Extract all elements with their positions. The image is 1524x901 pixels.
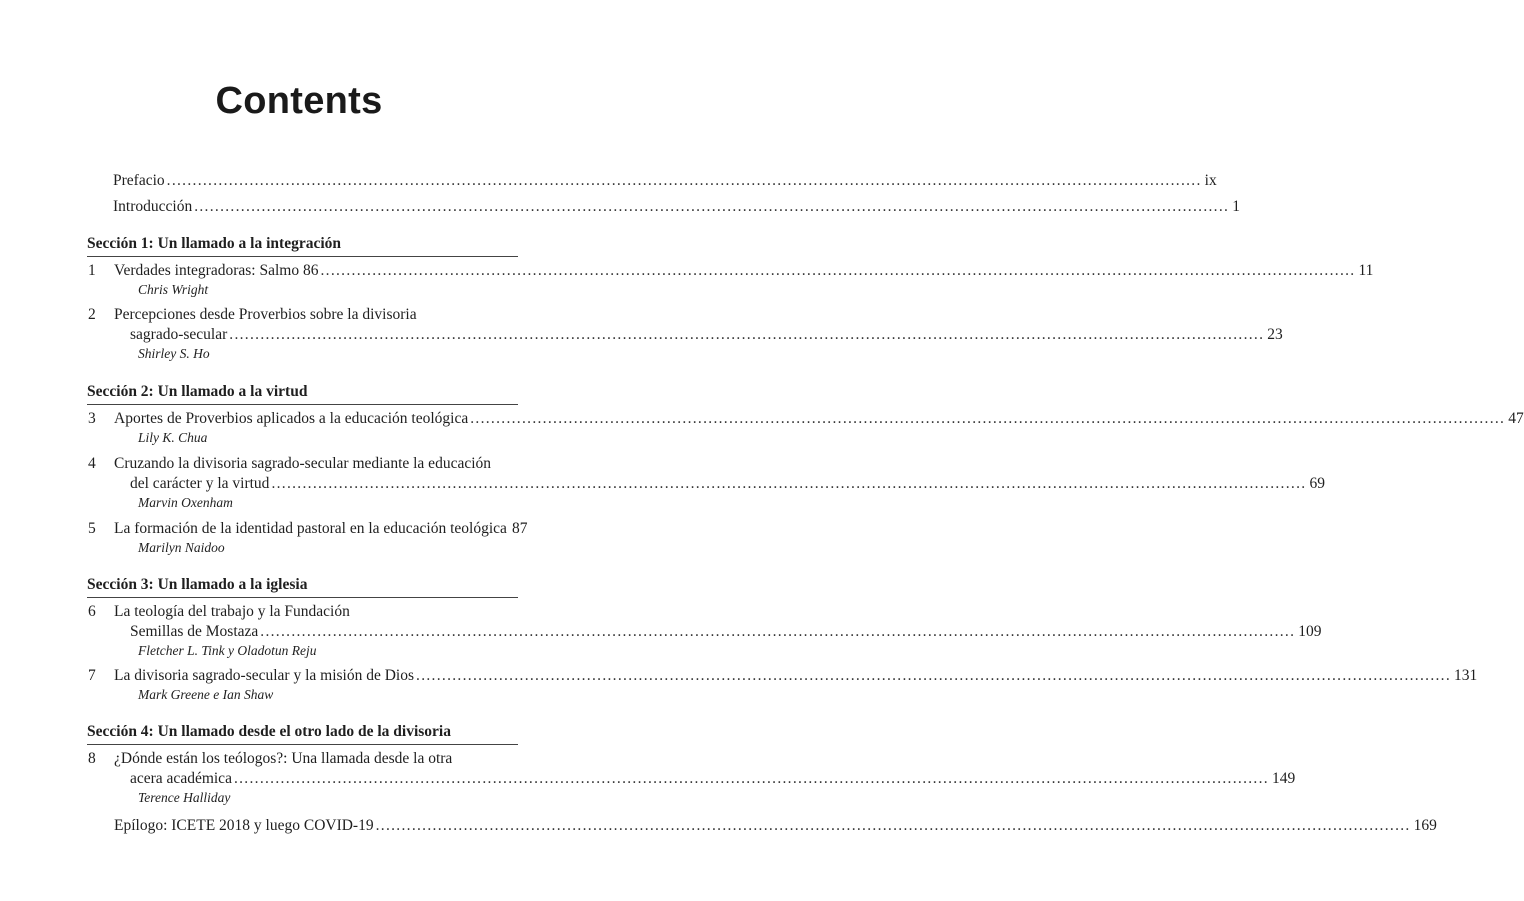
chapter-author: Lily K. Chua [138, 430, 208, 445]
toc-entry-chapter[interactable] [130, 623, 1322, 641]
dot-leader: ........................................................................................................................................................................................................ [416, 667, 1452, 684]
entry-page: 47 [1508, 410, 1524, 427]
entry-page: 23 [1267, 326, 1283, 343]
entry-page: 1 [1232, 198, 1240, 215]
chapter-author: Marvin Oxenham [138, 495, 233, 510]
chapter-author: Fletcher L. Tink y Oladotun Reju [138, 643, 317, 658]
toc-entry-chapter[interactable] [114, 520, 528, 538]
chapter-number: 8 [88, 750, 96, 767]
dot-leader: ........................................................................................................................................................................................................ [260, 623, 1296, 640]
chapter-number: 5 [88, 520, 96, 537]
dot-leader: ........................................................................................................................................................................................................ [470, 410, 1506, 427]
entry-title-line1: La teología del trabajo y la Fundación [114, 603, 350, 620]
dot-leader: ........................................................................................................................................................................................................ [194, 198, 1230, 215]
dot-leader: ........................................................................................................................................................................................................ [233, 770, 1269, 787]
entry-title: acera académica [130, 770, 232, 787]
section-heading: Sección 4: Un llamado desde el otro lado de la divisoria [87, 723, 451, 740]
entry-title-line1: Percepciones desde Proverbios sobre la divisoria [114, 306, 417, 323]
entry-title: sagrado-secular [130, 326, 228, 343]
dot-leader: ........................................................................................................................................................................................................ [375, 817, 1411, 834]
entry-page: 69 [1309, 475, 1325, 492]
entry-title: La formación de la identidad pastoral en la educación teológica [114, 520, 507, 537]
chapter-number: 1 [88, 262, 96, 279]
entry-page: 87 [511, 520, 528, 537]
chapter-author: Shirley S. Ho [138, 346, 210, 361]
section-rule [87, 597, 518, 598]
entry-title: del carácter y la virtud [130, 475, 270, 492]
entry-title: Verdades integradoras: Salmo 86 [114, 262, 319, 279]
chapter-number: 6 [88, 603, 96, 620]
entry-page: 109 [1298, 623, 1322, 640]
chapter-number: 2 [88, 306, 96, 323]
entry-title: La divisoria sagrado-secular y la misión de Dios [114, 667, 415, 684]
chapter-author: Chris Wright [138, 282, 209, 297]
section-rule [87, 744, 518, 745]
entry-title: Introducción [113, 198, 193, 215]
toc-entry-chapter[interactable] [114, 262, 1374, 280]
chapter-number: 7 [88, 667, 96, 684]
entry-title: Epílogo: ICETE 2018 y luego COVID-19 [114, 817, 374, 834]
page-title: Contents [215, 80, 383, 122]
entry-page: 11 [1358, 262, 1374, 279]
entry-page: 169 [1413, 817, 1437, 834]
section-heading: Sección 3: Un llamado a la iglesia [87, 576, 308, 593]
toc-entry-epilogue[interactable] [114, 817, 1437, 835]
section-heading: Sección 1: Un llamado a la integración [87, 235, 342, 252]
toc-entry-preface[interactable] [113, 172, 1217, 190]
section-heading: Sección 2: Un llamado a la virtud [87, 383, 308, 400]
toc-entry-chapter[interactable] [130, 475, 1325, 493]
section-rule [87, 404, 518, 405]
entry-page: ix [1204, 172, 1217, 189]
dot-leader: ........................................................................................................................................................................................................ [271, 475, 1307, 492]
entry-title-line1: Cruzando la divisoria sagrado-secular mediante la educación [114, 455, 492, 472]
dot-leader: ........................................................................................................................................................................................................ [229, 326, 1265, 343]
chapter-author: Marilyn Naidoo [138, 540, 225, 555]
toc-entry-chapter[interactable] [114, 410, 1524, 428]
entry-title: Aportes de Proverbios aplicados a la educación teológica [114, 410, 469, 427]
chapter-author: Terence Halliday [138, 790, 231, 805]
chapter-number: 3 [88, 410, 96, 427]
entry-page: 149 [1271, 770, 1296, 787]
entry-title: Prefacio [113, 172, 165, 189]
section-rule [87, 256, 518, 257]
toc-entry-introduction[interactable] [113, 198, 1240, 216]
dot-leader: ........................................................................................................................................................................................................ [166, 172, 1202, 189]
entry-title-line1: ¿Dónde están los teólogos?: Una llamada desde la otra [114, 750, 453, 767]
dot-leader: ........................................................................................................................................................................................................ [320, 262, 1356, 279]
chapter-number: 4 [88, 455, 96, 472]
toc-entry-chapter[interactable] [130, 326, 1283, 344]
entry-page: 131 [1454, 667, 1478, 684]
chapter-author: Mark Greene e Ian Shaw [138, 687, 274, 702]
entry-title: Semillas de Mostaza [130, 623, 259, 640]
toc-entry-chapter[interactable] [114, 667, 1478, 685]
toc-entry-chapter[interactable] [130, 770, 1296, 788]
